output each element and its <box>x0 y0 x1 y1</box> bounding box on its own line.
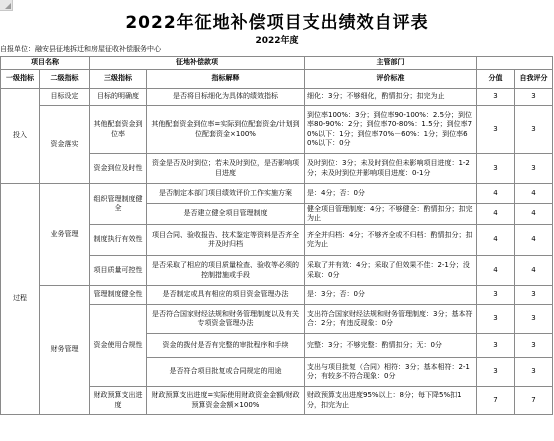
self-score-cell[interactable]: 7 <box>515 387 553 415</box>
project-name-label[interactable]: 项目名称 <box>1 57 90 70</box>
self-score-cell[interactable]: 3 <box>515 334 553 358</box>
self-score-cell[interactable]: 3 <box>515 305 553 334</box>
table-row <box>1 70 553 89</box>
self-score-cell[interactable]: 4 <box>515 184 553 204</box>
self-score-cell[interactable]: 3 <box>515 154 553 184</box>
evaluation-table <box>0 56 553 415</box>
col-header-standard[interactable]: 评价标准 <box>305 70 477 89</box>
dept-label[interactable]: 主管部门 <box>305 57 477 70</box>
col-header-self-score[interactable]: 自我评分 <box>515 70 553 89</box>
col-header-explain[interactable]: 指标解释 <box>147 70 305 89</box>
explain-cell[interactable]: 是否符合项目批复或合同规定的用途 <box>147 358 305 387</box>
level3-cell[interactable]: 组织管理制度健全 <box>90 184 147 225</box>
col-header-score[interactable]: 分值 <box>477 70 515 89</box>
explain-cell[interactable]: 其他配套资金到位率=实际到位配套资金/计划到位配套资金×100% <box>147 106 305 154</box>
explain-cell[interactable]: 是否制定本部门项目绩效评价工作实施方案 <box>147 184 305 204</box>
self-score-cell[interactable]: 4 <box>515 256 553 286</box>
level2-cell[interactable]: 资金落实 <box>40 106 90 184</box>
explain-cell[interactable]: 是否建立健全项目管理制度 <box>147 204 305 225</box>
self-score-cell[interactable]: 3 <box>515 286 553 305</box>
level2-cell[interactable]: 财务管理 <box>40 286 90 415</box>
self-score-cell[interactable]: 3 <box>515 106 553 154</box>
explain-cell[interactable]: 是否制定或具有相应的项目资金管理办法 <box>147 286 305 305</box>
level3-cell[interactable]: 制度执行有效性 <box>90 225 147 256</box>
standard-cell[interactable]: 完整：3分；不够完整：酌情扣分；无：0分 <box>305 334 477 358</box>
explain-cell[interactable]: 是否将目标细化为具体的绩效指标 <box>147 89 305 106</box>
standard-cell[interactable]: 采取了并有效：4分；采取了但效果不佳：2-1分；没采取：0分 <box>305 256 477 286</box>
group-process[interactable]: 过程 <box>1 184 40 415</box>
dept-value[interactable] <box>477 57 553 70</box>
standard-cell[interactable]: 是：4分；否：0分 <box>305 184 477 204</box>
score-cell[interactable]: 4 <box>477 184 515 204</box>
col-header-level3[interactable]: 三级指标 <box>90 70 147 89</box>
table-row <box>1 286 553 305</box>
self-score-cell[interactable]: 3 <box>515 358 553 387</box>
self-score-cell[interactable]: 3 <box>515 89 553 106</box>
table-row <box>1 106 553 154</box>
col-header-level1[interactable]: 一级指标 <box>1 70 40 89</box>
level3-cell[interactable]: 管理制度健全性 <box>90 286 147 305</box>
level3-cell[interactable]: 资金到位及时性 <box>90 154 147 184</box>
table-row <box>1 184 553 204</box>
explain-cell[interactable]: 是否采取了相应的项目质量检查、验收等必须的控制措施或手段 <box>147 256 305 286</box>
level3-cell[interactable]: 资金使用合规性 <box>90 305 147 387</box>
reporting-unit: 自报单位：融安县征地拆迁和房屋征收补偿服务中心 <box>0 45 161 53</box>
standard-cell[interactable]: 支出符合国家财经法规和财务管理制度：3分；基本符合：2分；有违反现象：0分 <box>305 305 477 334</box>
standard-cell[interactable]: 及时到位：3分；未及时到位但未影响项目进度：1-2分；未及时到位并影响项目进度：0-1分 <box>305 154 477 184</box>
standard-cell[interactable]: 财政预算支出进度95%以上：8分；每下降5%扣1分，扣完为止 <box>305 387 477 415</box>
score-cell[interactable]: 3 <box>477 154 515 184</box>
report-title: 2022年征地补偿项目支出绩效自评表 <box>125 13 429 33</box>
score-cell[interactable]: 3 <box>477 334 515 358</box>
score-cell[interactable]: 7 <box>477 387 515 415</box>
level2-cell[interactable]: 业务管理 <box>40 184 90 286</box>
explain-cell[interactable]: 是否符合国家财经法规和财务管理制度以及有关专项资金管理办法 <box>147 305 305 334</box>
score-cell[interactable]: 3 <box>477 305 515 334</box>
score-cell[interactable]: 4 <box>477 256 515 286</box>
level3-cell[interactable]: 财政预算支出进度 <box>90 387 147 415</box>
level3-cell[interactable]: 其他配套资金到位率 <box>90 106 147 154</box>
level3-cell[interactable]: 目标的明确度 <box>90 89 147 106</box>
score-cell[interactable]: 3 <box>477 106 515 154</box>
level3-cell[interactable]: 项目质量可控性 <box>90 256 147 286</box>
explain-cell[interactable]: 资金是否及时到位；若未及时到位，是否影响项目进度 <box>147 154 305 184</box>
score-cell[interactable]: 3 <box>477 358 515 387</box>
level2-cell[interactable]: 目标设定 <box>40 89 90 106</box>
table-row <box>1 89 553 106</box>
explain-cell[interactable]: 财政预算支出进度=实际使用财政资金金额/财政预算资金金额×100% <box>147 387 305 415</box>
col-header-level2[interactable]: 二级指标 <box>40 70 90 89</box>
score-cell[interactable]: 3 <box>477 286 515 305</box>
table-row <box>1 57 553 70</box>
score-cell[interactable]: 3 <box>477 89 515 106</box>
project-name-value[interactable]: 征地补偿款项 <box>90 57 305 70</box>
explain-cell[interactable]: 资金的拨付是否有完整的审批程序和手续 <box>147 334 305 358</box>
group-input[interactable]: 投入 <box>1 89 40 184</box>
score-cell[interactable]: 4 <box>477 204 515 225</box>
standard-cell[interactable]: 支出与项目批复（合同）相符：3分；基本相符：2-1分；有较多不符合现象：0分 <box>305 358 477 387</box>
report-year: 2022年度 <box>255 36 299 46</box>
standard-cell[interactable]: 齐全并归档：4分；不够齐全或不归档：酌情扣分；扣完为止 <box>305 225 477 256</box>
standard-cell[interactable]: 是：3分；否：0分 <box>305 286 477 305</box>
standard-cell[interactable]: 细化：3分；不够细化，酌情扣分；扣完为止 <box>305 89 477 106</box>
standard-cell[interactable]: 健全项目管理制度：4分；不够健全：酌情扣分；扣完为止 <box>305 204 477 225</box>
self-score-cell[interactable]: 4 <box>515 204 553 225</box>
score-cell[interactable]: 4 <box>477 225 515 256</box>
explain-cell[interactable]: 项目合同、验收报告、技术鉴定等资料是否齐全并及时归档 <box>147 225 305 256</box>
standard-cell[interactable]: 到位率100%：3分；到位率90-100%：2.5分；到位率80-90%：2分；到位率70-80%：1.5分；到位率70%以下：1分；到位率70%－60%：1分；到位率60%以下：0分 <box>305 106 477 154</box>
self-score-cell[interactable]: 4 <box>515 225 553 256</box>
